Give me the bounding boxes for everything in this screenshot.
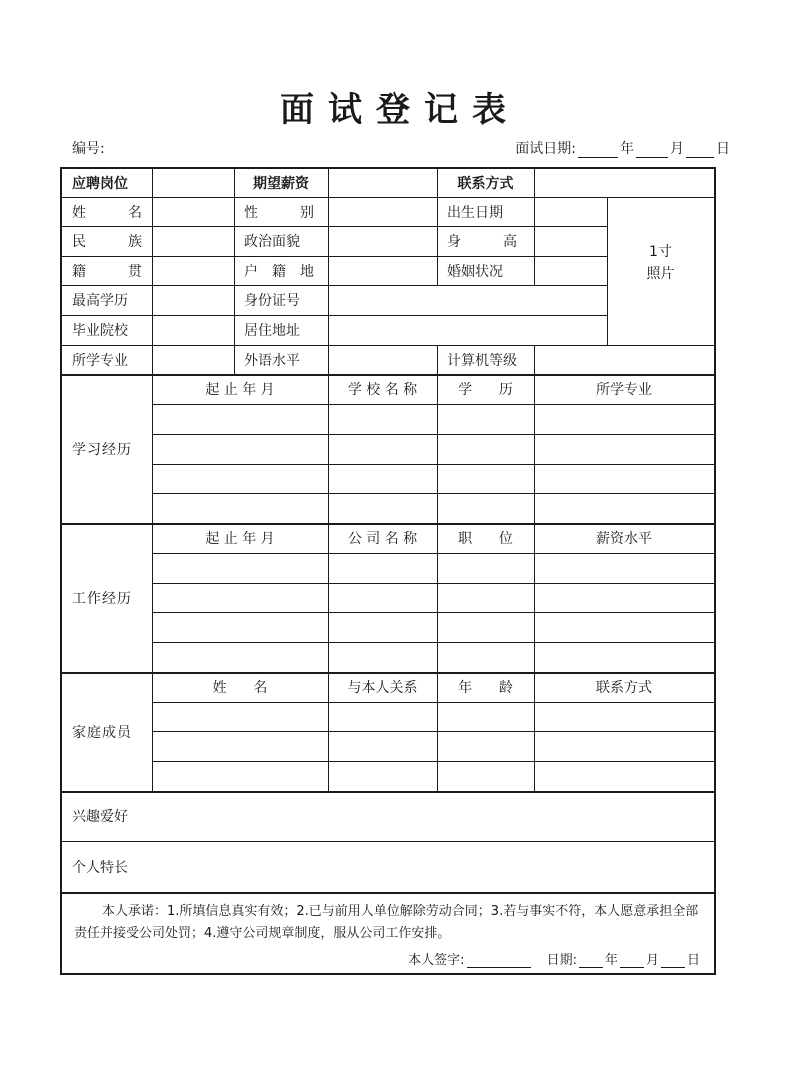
family-header-contact: 联系方式: [596, 680, 652, 696]
study-header-major: 所学专业: [596, 382, 652, 398]
strengths-label: 个人特长: [72, 859, 128, 876]
work-header-company: 公 司 名 称: [347, 531, 418, 547]
salary-label: 期望薪资: [253, 176, 309, 192]
study-header-period: 起 止 年 月: [205, 382, 275, 398]
sign-day-blank[interactable]: [661, 953, 685, 968]
work-section-label: 工作经历: [72, 590, 132, 607]
family-section-label: 家庭成员: [72, 724, 132, 741]
photo-text: 照片: [646, 266, 675, 282]
school-field[interactable]: [152, 315, 234, 345]
political-field[interactable]: [328, 226, 437, 256]
language-label: 外语水平: [244, 352, 300, 369]
gender-label: 性 别: [244, 204, 314, 221]
language-field[interactable]: [328, 345, 437, 374]
form-number-label: 编号:: [72, 141, 105, 157]
family-header-relation: 与本人关系: [347, 680, 418, 696]
native-place-label: 籍 贯: [72, 263, 142, 280]
birthdate-field[interactable]: [534, 197, 607, 226]
work-header-period: 起 止 年 月: [205, 531, 275, 547]
salary-field[interactable]: [328, 169, 437, 197]
registration-form: [60, 167, 716, 975]
sign-year-blank[interactable]: [579, 953, 603, 968]
family-header-age: 年 龄: [458, 680, 513, 696]
address-field[interactable]: [328, 315, 607, 345]
ethnicity-label: 民 族: [72, 234, 142, 250]
height-field[interactable]: [534, 226, 607, 256]
sign-month-label: 月: [645, 953, 659, 968]
strengths-field[interactable]: [152, 841, 714, 892]
major-label: 所学专业: [72, 352, 128, 369]
month-label: 月: [670, 141, 684, 157]
major-field[interactable]: [152, 345, 234, 374]
height-label: 身 高: [447, 234, 517, 250]
hukou-field[interactable]: [328, 256, 437, 285]
education-field[interactable]: [152, 285, 234, 315]
id-number-field[interactable]: [328, 285, 607, 315]
birthdate-label: 出生日期: [447, 204, 503, 221]
id-number-label: 身份证号: [244, 293, 300, 309]
native-place-field[interactable]: [152, 256, 234, 285]
hobbies-field[interactable]: [152, 791, 714, 841]
name-field[interactable]: [152, 197, 234, 226]
position-field[interactable]: [152, 169, 234, 197]
photo-size-text: 1寸: [649, 244, 672, 260]
computer-level-field[interactable]: [534, 345, 714, 374]
education-label: 最高学历: [72, 293, 128, 309]
name-label: 姓 名: [72, 204, 142, 221]
sign-day-label: 日: [686, 953, 700, 968]
political-label: 政治面貌: [244, 234, 300, 250]
study-section-label: 学习经历: [72, 441, 132, 458]
address-label: 居住地址: [244, 323, 300, 339]
work-header-salary: 薪资水平: [596, 531, 652, 547]
hobbies-label: 兴趣爱好: [72, 809, 128, 825]
sign-date-label: 日期:: [546, 953, 577, 968]
hukou-label: 户 籍 地: [244, 263, 314, 280]
computer-level-label: 计算机等级: [447, 352, 517, 369]
family-header-name: 姓 名: [212, 680, 268, 696]
school-label: 毕业院校: [72, 323, 128, 339]
ethnicity-field[interactable]: [152, 226, 234, 256]
study-header-school: 学 校 名 称: [347, 382, 418, 398]
interview-date-label: 面试日期:: [515, 141, 576, 157]
month-blank[interactable]: [636, 143, 668, 158]
work-header-title: 职 位: [458, 531, 513, 547]
contact-field[interactable]: [534, 169, 714, 197]
signature-line: [408, 949, 700, 968]
contact-label: 联系方式: [457, 176, 514, 192]
pledge-text: 本人承诺：1.所填信息真实有效；2.已与前用人单位解除劳动合同；3.若与事实不符，本人愿意承担全部责任并接受公司处罚；4.遵守公司规章制度，服从公司工作安排。: [74, 904, 699, 941]
page-title: 面试登记表: [280, 90, 520, 130]
marital-field[interactable]: [534, 256, 607, 285]
signature-blank[interactable]: [467, 953, 531, 968]
gender-field[interactable]: [328, 197, 437, 226]
position-label: 应聘岗位: [72, 176, 128, 192]
photo-box[interactable]: [607, 241, 714, 285]
signature-label: 本人签字:: [408, 953, 465, 968]
day-blank[interactable]: [686, 143, 714, 158]
marital-label: 婚姻状况: [447, 263, 503, 280]
year-blank[interactable]: [578, 143, 618, 158]
study-header-degree: 学 历: [458, 382, 513, 398]
day-label: 日: [716, 141, 730, 157]
interview-date: [515, 138, 730, 158]
sign-month-blank[interactable]: [620, 953, 644, 968]
sign-year-label: 年: [604, 953, 618, 968]
year-label: 年: [620, 141, 634, 157]
